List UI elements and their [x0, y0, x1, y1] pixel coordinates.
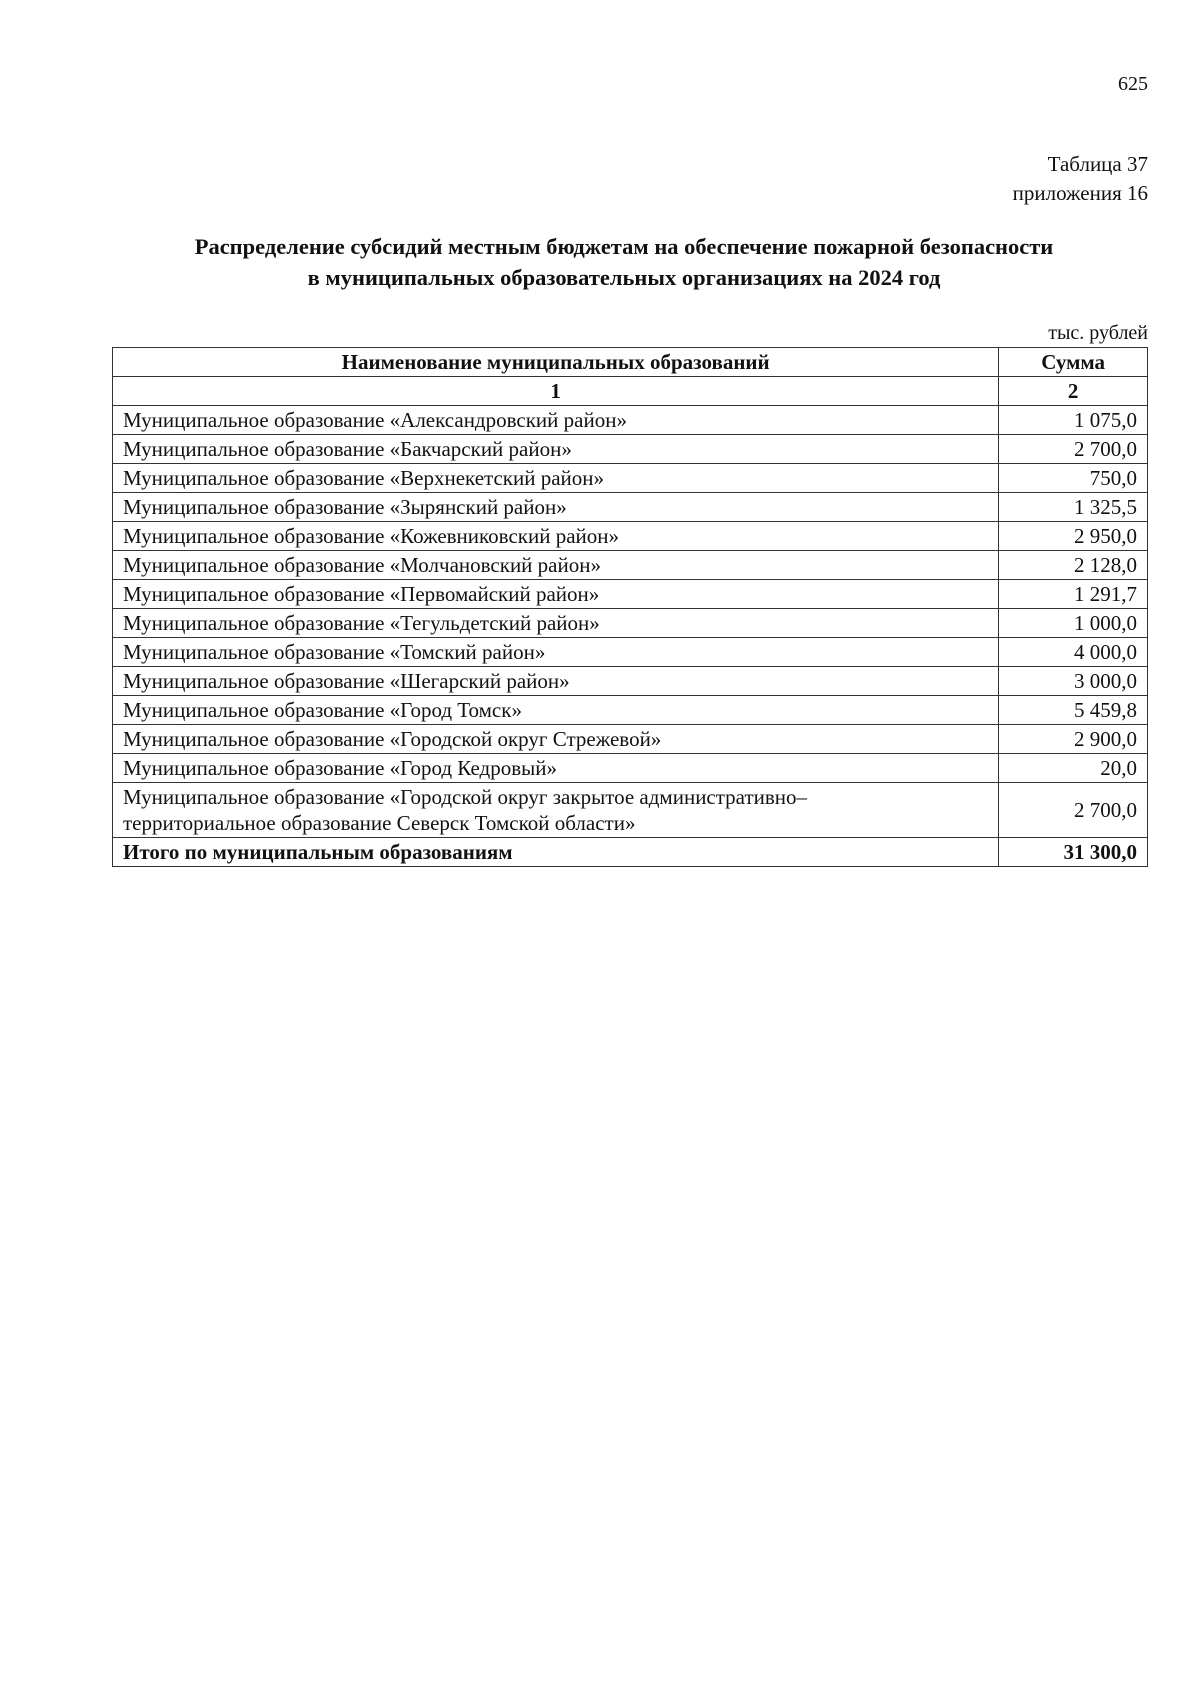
table-row	[113, 754, 1148, 783]
table-row	[113, 464, 1148, 493]
subsidy-amount: 2 700,0	[999, 435, 1148, 464]
column-number-sum: 2	[999, 377, 1148, 406]
subsidy-amount: 1 325,5	[999, 493, 1148, 522]
table-row	[113, 696, 1148, 725]
municipality-name: Муниципальное образование «Городской округ Стрежевой»	[113, 725, 999, 754]
municipality-name: Муниципальное образование «Томский район»	[113, 638, 999, 667]
table-row	[113, 725, 1148, 754]
subsidy-amount: 2 900,0	[999, 725, 1148, 754]
page-number: 625	[1118, 73, 1148, 95]
municipality-name-line-2: территориальное образование Северск Томской области»	[123, 811, 636, 835]
subsidy-amount: 20,0	[999, 754, 1148, 783]
header-name: Наименование муниципальных образований	[113, 348, 999, 377]
subsidy-amount: 1 000,0	[999, 609, 1148, 638]
total-amount: 31 300,0	[999, 838, 1148, 867]
municipality-name: Муниципальное образование «Город Томск»	[113, 696, 999, 725]
column-number-row	[113, 377, 1148, 406]
municipality-name: Муниципальное образование «Александровский район»	[113, 406, 999, 435]
municipality-name-line-1: Муниципальное образование «Городской округ закрытое административно–	[123, 785, 808, 809]
subsidy-amount: 1 291,7	[999, 580, 1148, 609]
municipality-name: Муниципальное образование «Молчановский район»	[113, 551, 999, 580]
title-line-2: в муниципальных образовательных организациях на 2024 год	[307, 265, 941, 290]
municipality-name: Муниципальное образование «Зырянский район»	[113, 493, 999, 522]
municipality-name: Муниципальное образование «Тегульдетский район»	[113, 609, 999, 638]
units-label: тыс. рублей	[1048, 322, 1148, 344]
table-row	[113, 783, 1148, 838]
table-row	[113, 609, 1148, 638]
header-row	[113, 348, 1148, 377]
subsidy-amount: 2 128,0	[999, 551, 1148, 580]
municipality-name: Муниципальное образование «Первомайский район»	[113, 580, 999, 609]
subsidy-amount: 5 459,8	[999, 696, 1148, 725]
subsidy-amount: 2 950,0	[999, 522, 1148, 551]
table-row	[113, 406, 1148, 435]
municipality-name: Муниципальное образование «Шегарский район»	[113, 667, 999, 696]
municipality-name: Муниципальное образование «Город Кедровый»	[113, 754, 999, 783]
table-row	[113, 435, 1148, 464]
total-label: Итого по муниципальным образованиям	[113, 838, 999, 867]
table-number: Таблица 37	[1047, 152, 1148, 176]
subsidy-amount: 2 700,0	[999, 783, 1148, 838]
total-row	[113, 838, 1148, 867]
table-row	[113, 522, 1148, 551]
column-number-name: 1	[113, 377, 999, 406]
table-row	[113, 493, 1148, 522]
subsidy-amount: 4 000,0	[999, 638, 1148, 667]
municipality-name	[113, 783, 999, 838]
subsidy-table	[112, 347, 1148, 867]
subsidy-amount: 1 075,0	[999, 406, 1148, 435]
table-row	[113, 667, 1148, 696]
header-sum: Сумма	[999, 348, 1148, 377]
table-row	[113, 551, 1148, 580]
subsidy-amount: 3 000,0	[999, 667, 1148, 696]
document-title	[100, 231, 1148, 293]
table-row	[113, 638, 1148, 667]
municipality-name: Муниципальное образование «Бакчарский район»	[113, 435, 999, 464]
table-reference	[1013, 150, 1148, 208]
appendix-number: приложения 16	[1012, 181, 1148, 205]
title-line-1: Распределение субсидий местным бюджетам на обеспечение пожарной безопасности	[194, 234, 1054, 259]
municipality-name: Муниципальное образование «Верхнекетский район»	[113, 464, 999, 493]
subsidy-amount: 750,0	[999, 464, 1148, 493]
table-row	[113, 580, 1148, 609]
municipality-name: Муниципальное образование «Кожевниковский район»	[113, 522, 999, 551]
